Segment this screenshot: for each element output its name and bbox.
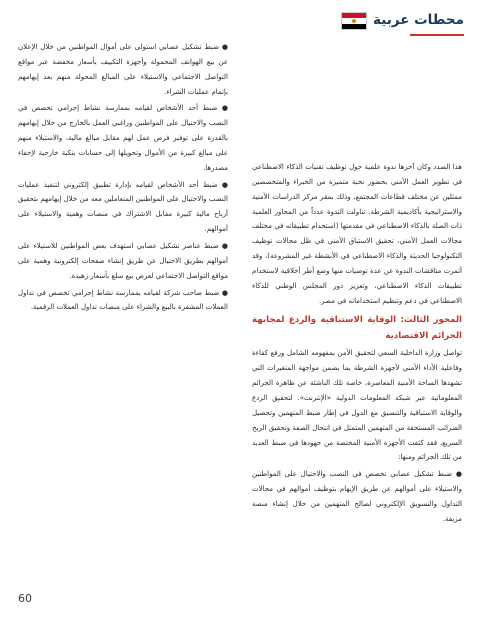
page-number: 60: [18, 592, 32, 605]
title-underline: [410, 34, 464, 36]
paragraph-app-fraud: ● ضبط أحد الأشخاص لقيامه بإدارة تطبيق إلكتروني لتنفيذ عمليات النصب والاحتيال على المواطنين المتعاملين معه من خلال إيهامهم بتحقيق أرباح مالية كبيرة مقابل الاشتراك في منصات وهمية والاستيلاء على أموالهم.: [18, 180, 228, 234]
egypt-flag-icon: [341, 12, 367, 30]
paragraph-gang-phones: ● ضبط تشكيل عصابي استولى على أموال المواطنين من خلال الإعلان عن بيع الهواتف المحمولة وأجهزة التكييف بأسعار مخفضة عبر مواقع التواصل الاجتماعي والاستيلاء على المبالغ المحولة منهم بعد إيهامهم بإتمام عمليات الشراء.: [18, 43, 228, 96]
section-title: محطات عربية: [373, 12, 464, 29]
paragraph-crypto: ● ضبط صاحب شركة لقيامه بممارسة نشاط إجرامي تخصص في تداول العملات المشفرة بالبيع والشراء على منصات تداول العملات الرقمية.: [18, 288, 228, 312]
paragraph-jobs-fraud: ● ضبط أحد الأشخاص لقيامه بممارسة نشاط إجرامي تخصص في النصب والاحتيال على المواطنين وراغبي العمل بالخارج من خلال إيهامهم بالقدرة على توفير فرص عمل لهم مقابل مبالغ مالية، والاستيلاء منهم على مبالغ كبيرة من الأموال وتحويلها إلى حسابات بنكية خارجية لإخفاء مصدرها.: [18, 104, 228, 172]
paragraph-fraud-gang: ● ضبط تشكيل عصابي تخصص في النصب والاحتيال على المواطنين والاستيلاء على أموالهم عن طريق الإيهام بتوظيف أموالهم في مجالات التداول والتسويق الإلكتروني لصالح المتهمين من خلال إنشاء منصة مزيفة.: [252, 470, 462, 523]
axis-title: المحور الثالث: الوقاية الاستباقية والردع لمجابهة الجرائم الاقتصادية: [252, 315, 462, 342]
left-column: [18, 40, 228, 317]
paragraph-symposium: هذا الصدد وكان آخرها ندوة علمية حول توظيف تقنيات الذكاء الاصطناعي في تطوير العمل الأمني بحضور نخبة متميزة من الخبراء والمتخصصين ممثلين عن مختلف قطاعات المجتمع، وذلك بمقر مركز الدراسات الأمنية والاستراتيجية بأكاديمية الشرطة. تناولت الندوة عدداً من المحاور العلمية ذات الصلة بالذكاء الاصطناعي في مقدمتها (استخدام تطبيقاته في مختلف مجالات العمل الأمني، تحقيق الاستباق الأمني في ظل مجالات توظيف التكنولوجيا الحديثة والذكاء الاصطناعي في الأنشطة غير المشروعة)، وقد أثمرت مناقشات الندوة عن عدة توصيات منها وضع أطر أخلاقية لاستخدام تطبيقات الذكاء الاصطناعي، وتعزيز دور المجلس الوطني للذكاء الاصطناعي في دعم وتنظيم استخداماته في مصر.: [252, 163, 462, 305]
paragraph-fake-pages: ● ضبط عناصر تشكيل عصابي استهدف بعض المواطنين للاستيلاء على أموالهم بطريق الاحتيال عن طريق إنشاء صفحات إلكترونية وهمية على مواقع التواصل الاجتماعي لعرض بيع سلع بأسعار زهيدة.: [18, 241, 228, 280]
right-column: [252, 160, 462, 529]
paragraph-ministry: تواصل وزارة الداخلية السعي لتحقيق الأمن بمفهومه الشامل ورفع كفاءة وفاعلية الأداء الأمني لأجهزة الشرطة بما يضمن مواجهة المتغيرات التي تشهدها الساحة الأمنية المعاصرة، خاصة تلك الناشئة عن ظاهرة الجرائم المعلوماتية عبر شبكة المعلومات الدولية «الإنترنت». لتحقيق الردع والوقاية الاستباقية والتنسيق مع الدول في إطار ضبط المتهمين وتحصيل الضرائب المستحقة من المتهمين المتمثل في انتحال الصفة وتحقيق الربح السريع، فقد كثفت الأجهزة الأمنية المختصة من جهودها في ضبط العديد من تلك الجرائم ومنها:: [252, 349, 462, 462]
page-header: [341, 12, 464, 30]
